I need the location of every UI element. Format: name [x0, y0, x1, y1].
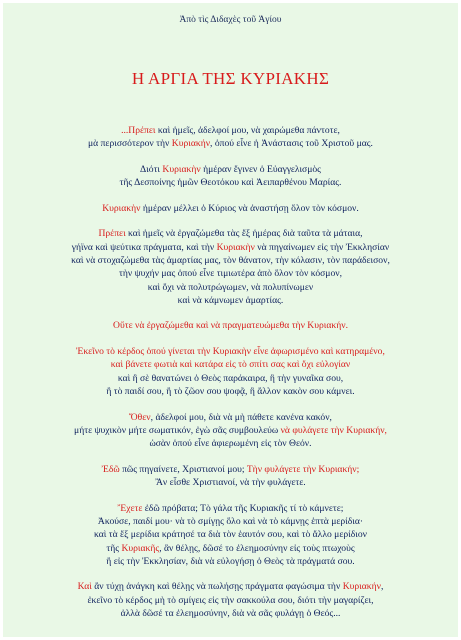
text-line — [13, 319, 448, 332]
highlighted-text: Κυριακὴν — [162, 163, 201, 175]
text-line — [13, 463, 448, 476]
text-segment: , ὁπού εἶνε ἡ Ἀνάστασις τοῦ Χριστοῦ μας. — [210, 138, 373, 150]
highlighted-text: ...Πρέπει — [121, 125, 156, 136]
highlighted-text: Κυριακὴν — [216, 241, 255, 253]
text-segment: μήτε ψυχικὸν μήτε σωματικόν, ἐγὼ σᾶς συμβουλεύω — [74, 424, 281, 436]
paragraph — [13, 463, 448, 490]
text-segment: τὴν ψυχήν μας ὁπού εἶνε τιμιωτέρα ἀπὸ ὅλον τὸν κόσμον, — [119, 268, 342, 280]
text-line — [13, 594, 448, 607]
text-segment: ἀλλὰ δῶσέ τα ἐλεημοσύνην, διὰ νὰ σᾶς φυλάγῃ ὁ Θεός... — [120, 607, 341, 619]
highlighted-text: Καὶ — [77, 581, 92, 593]
paragraph — [13, 580, 448, 620]
text-line — [13, 515, 448, 528]
text-segment: ἐκεῖνο τὸ κέρδος μὴ τὸ σμίγεις εἰς τὴν σακκούλα σου, διότι τὴν μαγαρίζει, — [87, 594, 374, 606]
highlighted-text: Πρέπει — [98, 228, 126, 240]
text-segment: τῆς Δεσποίνης ἡμῶν Θεοτόκου καὶ Ἀειπαρθένου Μαρίας. — [119, 177, 342, 189]
paragraph — [13, 227, 448, 307]
text-segment: πῶς πηγαίνετε, Χριστιανοί μου; — [119, 463, 247, 475]
paragraph — [13, 411, 448, 451]
text-line — [13, 385, 448, 398]
text-segment: ὡσὰν ὁπού εἶνε ἀφιερωμένη εἰς τὸν Θεόν. — [149, 438, 312, 450]
text-segment: ἡμέραν ἔγινεν ὁ Εὐαγγελισμὸς — [200, 163, 321, 175]
highlighted-text: Κυριακήν — [171, 138, 211, 150]
text-line — [13, 124, 448, 137]
text-segment: , ἀδελφοί μου, διὰ νὰ μὴ πάθετε κανένα κακόν, — [150, 411, 332, 423]
text-line — [13, 437, 448, 450]
text-segment: καὶ νὰ στοχαζώμεθα τὰς ἁμαρτίας μας, τὸν θάνατον, τὴν κόλασιν, τὸν παράδεισον, — [71, 254, 390, 266]
text-segment: καὶ ἢ σὲ θανατώνει ὁ Θεὸς παράκαιρα, ἢ τὴν γυναῖκα σου, — [117, 372, 344, 384]
paragraph — [13, 163, 448, 190]
text-segment: μὰ περισσότερον τὴν — [88, 138, 172, 150]
text-segment: καὶ νὰ κάμνωμεν ἁμαρτίας. — [177, 294, 284, 306]
text-segment: καὶ τὰ ἕξ μερίδια κράτησέ τα διὰ τὸν ἑαυτόν σου, καὶ τὸ ἄλλο μερίδιον — [94, 529, 367, 541]
text-line — [13, 163, 448, 176]
highlighted-text: Τὴν φυλάγετε τὴν Κυριακήν; — [246, 463, 360, 475]
text-line — [13, 241, 448, 254]
text-segment: , ἂν θέλῃς, δῶσέ το ἐλεημοσύνην εἰς τοὺς πτωχοὺς — [159, 542, 355, 554]
paragraph — [13, 345, 448, 398]
paragraph — [13, 502, 448, 568]
text-segment: γήϊνα καὶ ψεύτικα πράγματα, καὶ τὴν — [71, 241, 217, 253]
text-line — [13, 294, 448, 307]
highlighted-text: καὶ βάνετε φωτιὰ καὶ κατάρα εἰς τὸ σπίτι σας καὶ ὄχι εὐλογίαν — [110, 359, 351, 371]
page-header: Ἀπὸ τὶς Διδαχὲς τοῦ Ἁγίου — [179, 15, 282, 25]
text-segment: νὰ πηγαίνωμεν εἰς τὴν Ἐκκλησίαν — [254, 241, 390, 253]
text-line — [13, 254, 448, 267]
text-segment: ἢ εἰς τὴν Ἐκκλησίαν, διὰ νὰ εὐλογήσῃ ὁ Θεὸς τὰ πράγματά σου. — [106, 555, 355, 567]
text-segment: Διότι — [140, 163, 163, 175]
text-line — [13, 476, 448, 489]
highlighted-text: Ἐκεῖνο τὸ κέρδος ὁπού γίνεται τὴν Κυριακὴν εἶνε ἀφωρισμένο καὶ κατηραμένο, — [76, 346, 385, 358]
text-line — [13, 424, 448, 437]
highlighted-text: Κυριακήν — [342, 581, 381, 593]
text-line — [13, 358, 448, 371]
text-line — [13, 345, 448, 358]
text-line — [13, 176, 448, 189]
paragraph — [13, 202, 448, 215]
text-segment: ἡμέραν μέλλει ὁ Κύριος νὰ ἀναστήσῃ ὅλον τὸν κόσμον. — [140, 202, 359, 214]
page-title: Η ΑΡΓΙΑ ΤΗΣ ΚΥΡΙΑΚΗΣ — [131, 69, 330, 88]
sermon-text — [13, 124, 448, 620]
document-page — [3, 3, 458, 637]
highlighted-text: Κυριακὴν — [102, 202, 141, 214]
highlighted-text: Ὅθεν — [129, 411, 151, 423]
highlighted-text: Κυριακῆς — [121, 542, 160, 554]
highlighted-text: νὰ φυλάγετε τὴν Κυριακήν, — [280, 424, 387, 436]
text-line — [13, 267, 448, 280]
text-line — [13, 502, 448, 515]
text-line — [13, 542, 448, 555]
paragraph — [13, 124, 448, 151]
text-line — [13, 372, 448, 385]
text-line — [13, 137, 448, 150]
highlighted-text: Οὔτε νὰ ἐργαζώμεθα καὶ νὰ πραγματευώμεθα τὴν Κυριακήν. — [113, 320, 348, 332]
text-segment: καὶ ἡμεῖς νὰ ἐργαζώμεθα τὰς ἕξ ἡμέρας διὰ ταῦτα τὰ μάταια, — [125, 228, 363, 240]
text-segment: Ἀκούσε, παιδί μου· νὰ τὸ σμίγῃς ὅλο καὶ νὰ τὸ κάμνῃς ἑπτὰ μερίδια· — [97, 515, 364, 527]
text-line — [13, 580, 448, 593]
text-segment: Ἂν εἶσθε Χριστιανοί, νὰ τὴν φυλάγετε. — [155, 477, 306, 489]
text-line — [13, 411, 448, 424]
highlighted-text: Ἔχετε — [117, 502, 143, 514]
text-segment: ἢ τὸ παιδί σου, ἢ τὸ ζῶον σου ψοφᾷ, ἢ ἄλλον κακὸν σου κάμνει. — [106, 385, 355, 397]
text-segment: , — [380, 581, 384, 593]
highlighted-text: Ἐδῶ — [101, 463, 120, 475]
text-segment: ἂν τύχῃ ἀνάγκη καὶ θέλῃς νὰ πωλήσῃς πράγματα φαγώσιμα τὴν — [91, 581, 343, 593]
text-segment: καὶ ἡμεῖς, ἀδελφοί μου, νὰ χαιρώμεθα πάντοτε, — [155, 125, 340, 136]
text-line — [13, 528, 448, 541]
paragraph — [13, 319, 448, 332]
text-segment: ἐδῶ πρόβατα; Τὸ γάλα τῆς Κυριακῆς τί τὸ κάμνετε; — [142, 502, 344, 514]
text-segment: τῆς — [106, 542, 122, 554]
text-line — [13, 227, 448, 240]
text-line — [13, 555, 448, 568]
text-segment: καὶ ὄχι νὰ πολυτρώγωμεν, νὰ πολυπίνωμεν — [147, 281, 314, 293]
text-line — [13, 281, 448, 294]
text-line — [13, 202, 448, 215]
text-line — [13, 607, 448, 620]
